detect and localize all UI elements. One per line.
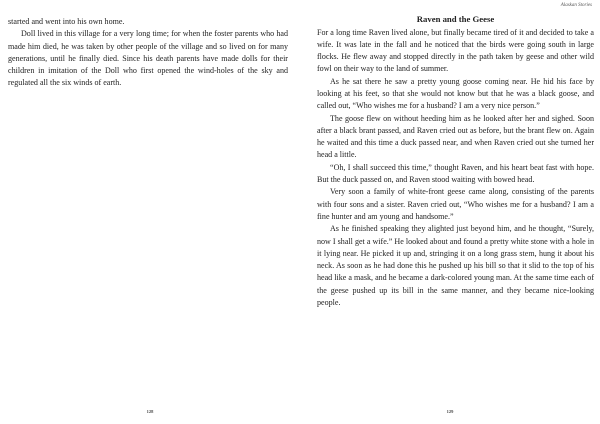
paragraph: “Oh, I shall succeed this time,” thought Raven, and his heart beat fast with hope. But the duck passed on, and Raven stood waiting with bowed head. <box>317 162 594 185</box>
chapter-title: Raven and the Geese <box>416 14 495 24</box>
paragraph: For a long time Raven lived alone, but finally became tired of it and decided to take a wife. It was late in the fall and he noticed that the birds were going south in large flocks. He flew away and stopped directly in the path taken by geese and other wild fowl on their way to the land of summer. <box>317 27 594 74</box>
paragraph: As he sat there he saw a pretty young goose coming near. He hid his face by looking at his feet, so that she would not know but that he was a black goose, and called out, “Who wishes me for a husband? I am a very nice person.” <box>317 76 594 111</box>
paragraph: The goose flew on without heeding him as he looked after her and sighed. Soon after a black brant passed, and Raven cried out as before, but the brant flew on. Again he waited and this time a duck passed near, and when Raven cried out she turned her head a little. <box>317 113 594 160</box>
right-page-body <box>317 14 594 309</box>
running-head: Alaskan Stories <box>560 3 592 8</box>
right-page <box>300 0 600 424</box>
paragraph: Doll lived in this village for a very long time; for when the foster parents who had made him died, he was taken by other people of the village and so lived on for many generations, until he finally died. Since his death parents have made dolls for their children in imitation of the Doll who first opened the wind-holes of the sky and regulated all the six winds of earth. <box>8 29 288 88</box>
paragraph: As he finished speaking they alighted just beyond him, and he thought, “Surely, now I shall get a wife.” He looked about and found a pretty white stone with a hole in it lying near. He picked it up and, stringing it on a long grass stem, hung it about his neck. As soon as he had done this he pushed up his bill so that it slid to the top of his head like a mask, and he became a dark-colored young man. At the same time each of the geese pushed up its bill in the same manner, and they became nice-looking people. <box>317 224 594 308</box>
page-number: 128 <box>146 409 154 414</box>
paragraph: started and went into his own home. <box>8 17 125 26</box>
page-number: 129 <box>446 409 454 414</box>
left-page-body <box>8 16 288 90</box>
paragraph: Very soon a family of white-front geese came along, consisting of the parents with four sons and a sister. Raven cried out, “Who wishes me for a husband? I am a fine hunter and am young and handsome.” <box>317 187 594 221</box>
